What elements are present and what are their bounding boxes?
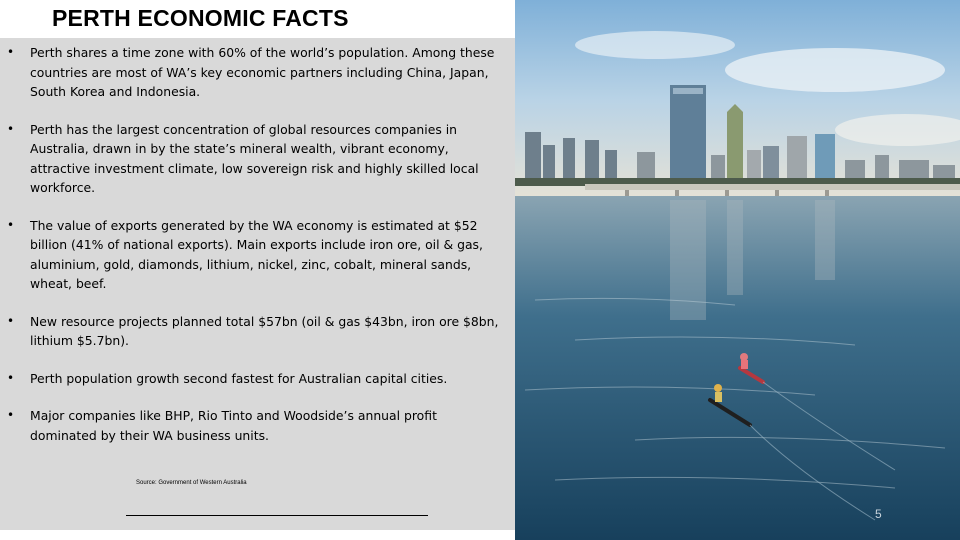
list-item <box>0 43 515 102</box>
bullet-icon: • <box>7 121 15 136</box>
list-item <box>0 216 515 294</box>
bullet-icon: • <box>7 217 15 232</box>
bullet-text: New resource projects planned total $57bn (oil & gas $43bn, iron ore $8bn, lithium $5.7bn). <box>30 313 499 348</box>
source-note: Source: Government of Western Australia <box>136 480 247 486</box>
bullet-icon: • <box>7 370 15 385</box>
bullet-text: Perth population growth second fastest for Australian capital cities. <box>30 370 448 386</box>
bullet-icon: • <box>7 313 15 328</box>
skyline-illustration <box>515 0 960 540</box>
perth-skyline-photo <box>515 0 960 540</box>
list-item <box>0 369 515 389</box>
list-item <box>0 406 515 445</box>
bullet-text: Perth has the largest concentration of global resources companies in Australia, drawn in by the state’s mineral wealth, vibrant economy, attractive investment climate, low sovereign risk and highly skilled local workforce. <box>30 121 479 195</box>
list-item <box>0 120 515 198</box>
bullet-text: Major companies like BHP, Rio Tinto and Woodside’s annual profit dominated by their WA business units. <box>30 408 437 443</box>
page-number: 5 <box>875 507 882 521</box>
bullet-list <box>0 43 515 463</box>
bullet-text: The value of exports generated by the WA economy is estimated at $52 billion (41% of national exports). Main exports include iron ore, oil & gas, aluminium, gold, diamonds, lithium, nickel, zinc, cobalt, mineral sands, wheat, beef. <box>30 217 483 291</box>
footer-rule <box>126 515 428 516</box>
slide-title: PERTH ECONOMIC FACTS <box>52 5 349 31</box>
bullet-text: Perth shares a time zone with 60% of the world’s population. Among these countries are most of WA’s key economic partners including China, Japan, South Korea and Indonesia. <box>30 45 495 99</box>
bullet-icon: • <box>7 45 15 59</box>
list-item <box>0 312 515 351</box>
bullet-icon: • <box>7 408 15 422</box>
